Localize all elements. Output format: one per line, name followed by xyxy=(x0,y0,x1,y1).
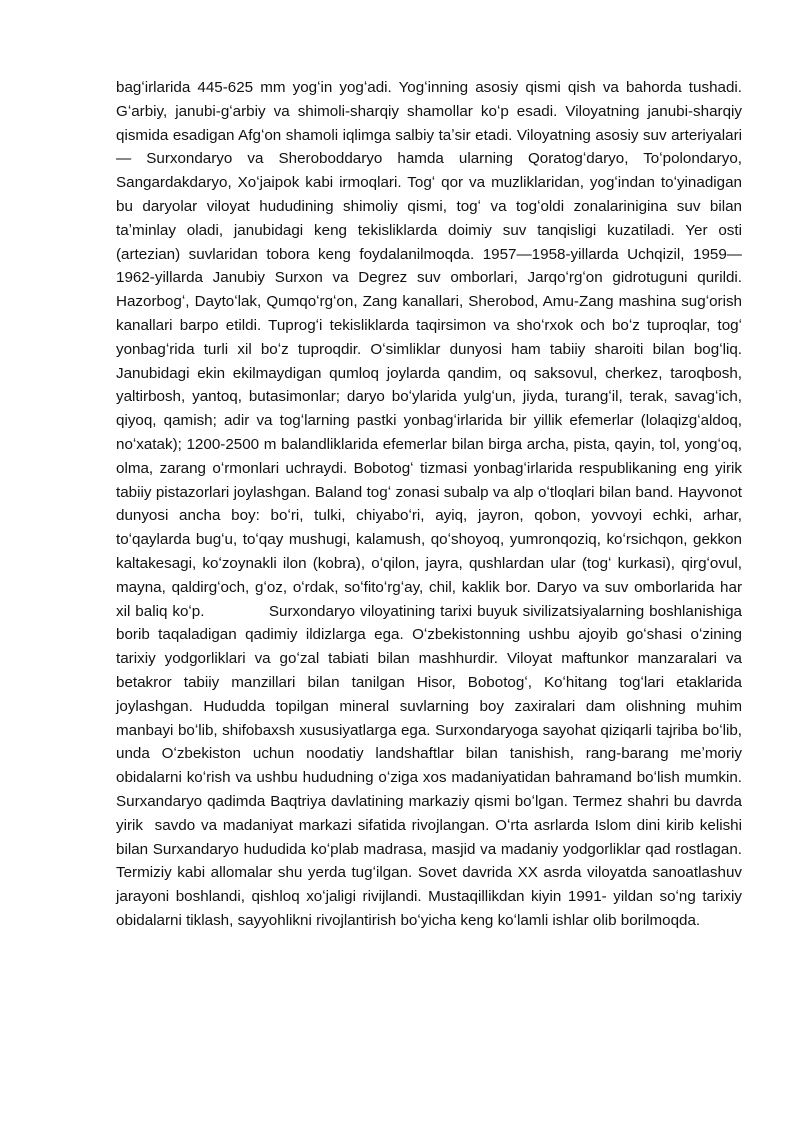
body-paragraph: bagʻirlarida 445-625 mm yogʻin yogʻadi. Yogʻinning asosiy qismi qish va bahorda tushadi. Gʻarbiy, janubi-gʻarbiy va shimoli-sharqiy shamollar koʻp esadi. Viloyatning janubi-sharqiy qismida esadigan Afgʻon shamoli iqlimga salbiy taʼsir etadi. Viloyatning asosiy suv arteriyalari — Surxondaryo va Sheroboddaryo hamda ularning Qoratogʻdaryo, Toʻpolondaryo, Sangardakdaryo, Xoʻjaipok kabi irmoqlari. Togʻ qor va muzliklaridan, yogʻindan toʻyinadigan bu daryolar viloyat hududining shimoliy qismi, togʻ va togʻoldi zonalarinigina suv bilan taʼminlay oladi, janubidagi keng tekisliklarda doimiy suv tanqisligi kuzatiladi. Yer osti (artezian) suvlaridan tobora keng foydalanilmoqda. 1957—1958-yillarda Uchqizil, 1959—1962-yillarda Janubiy Surxon va Degrez suv omborlari, Jarqoʻrgʻon gidrotuguni qurildi. Hazorbogʻ, Daytoʻlak, Qumqoʻrgʻon, Zang kanallari, Sherobod, Amu-Zang mashina sugʻorish kanallari barpo etildi. Tuprogʻi tekisliklarda taqirsimon va shoʻrxok och boʻz tuproqlar, togʻ yonbagʻrida turli xil boʻz tuproqdir. Oʻsimliklar dunyosi ham tabiiy sharoiti bilan bogʻliq. Janubidagi ekin ekilmaydigan qumloq joylarda qandim, oq saksovul, cherkez, taroqbosh, yaltirbosh, yantoq, butasimonlar; daryo boʻylarida yulgʻun, jiyda, turangʻil, terak, savagʻich, qiyoq, qamish; adir va togʻlarning pastki yonbagʻirlarida bir yillik efemerlar (lolaqizgʻaldoq, noʻxatak); 1200-2500 m balandliklarida efemerlar bilan birga archa, pista, qayin, tol, yongʻoq, olma, zarang oʻrmonlari uchraydi. Bobotogʻ tizmasi yonbagʻirlarida respublikaning eng yirik tabiiy pistazorlari joylashgan. Baland togʻ zonasi subalp va alp oʻtloqlari bilan band. Hayvonot dunyosi ancha boy: boʻri, tulki, chiyaboʻri, ayiq, jayron, qobon, yovvoyi echki, arhar, toʻqaylarda bugʻu, toʻqay mushugi, kalamush, qoʻshoyoq, yumronqoziq, koʻrsichqon, gekkon kaltakesagi, koʻzoynakli ilon (kobra), oʻqilon, jayra, qushlardan ular (togʻ kurkasi), qirgʻovul, mayna, qaldirgʻoch, gʻoz, oʻrdak, soʻfitoʻrgʻay, chil, kaklik bor. Daryo va suv omborlarida har xil baliq koʻp. Surxondaryo viloyatining tarixi buyuk sivilizatsiyalarning boshlanishiga borib taqaladigan qadimiy ildizlarga ega. Oʻzbekistonning ushbu ajoyib goʻshasi oʻzining tarixiy yodgorliklari va goʻzal tabiati bilan mashhurdir. Viloyat maftunkor manzaralari va betakror tabiiy manzillari bilan tanilgan Hisor, Bobotogʻ, Koʻhitang togʻlari etaklarida joylashgan. Hududda topilgan mineral suvlarning boy zaxiralari dam olishning muhim manbayi boʻlib, shifobaxsh xususiyatlarga ega. Surxondaryoga sayohat qiziqarli tajriba boʻlib, unda Oʻzbekiston uchun noodatiy landshaftlar bilan tanishish, rang-barang meʼmoriy obidalarni koʻrish va ushbu hududning oʻziga xos madaniyatidan bahramand boʻlish mumkin. Surxandaryo qadimda Baqtriya davlatining markaziy qismi boʻlgan. Termez shahri bu davrda yirik savdo va madaniyat markazi sifatida rivojlangan. Oʻrta asrlarda Islom dini kirib kelishi bilan Surxandaryo hududida koʻplab madrasa, masjid va madaniy yodgorliklar qad rostlagan. Termiziy kabi allomalar shu yerda tugʻilgan. Sovet davrida XX asrda viloyatda sanoatlashuv jarayoni boshlandi, qishloq xoʻjaligi rivijlandi. Mustaqillikdan kiyin 1991- yildan soʻng tarixiy obidalarni tiklash, sayyohlikni rivojlantirish boʻyicha keng koʻlamli ishlar olib borilmoqda. xyxy=(116,79,751,929)
document-page xyxy=(116,76,751,933)
